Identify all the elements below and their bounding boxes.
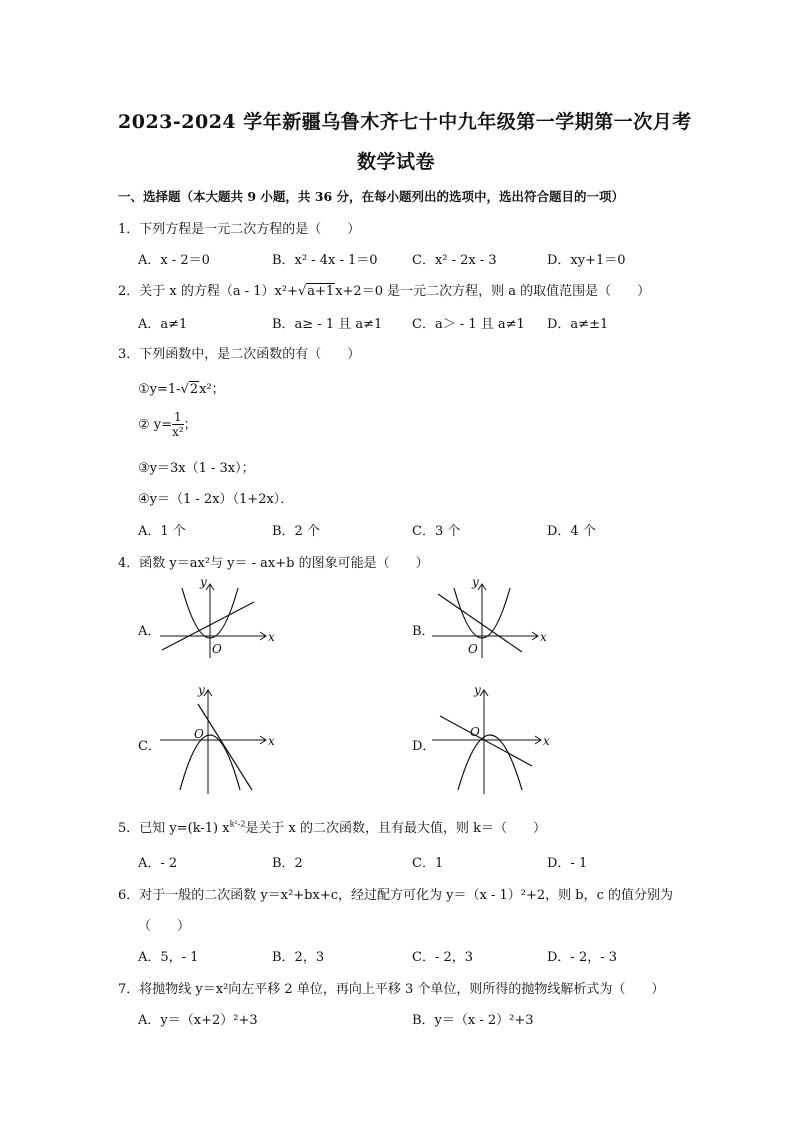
q2-sqrt-sign: √: [297, 284, 307, 299]
q3-item2-num: 1: [174, 410, 182, 424]
q2-sqrt: a+1: [307, 284, 335, 299]
q4-label-d: D．: [412, 739, 436, 754]
q5-text-a: 5．已知 y=(k-1) x: [118, 821, 230, 836]
title-line-1: 2023-2024 学年新疆乌鲁木齐七十中九年级第一学期第一次月考: [118, 111, 692, 133]
origin-label: O: [470, 725, 480, 739]
q7-option-b: B．y＝（x - 2）²+3: [412, 1013, 534, 1028]
title-line-2: 数学试卷: [357, 151, 436, 173]
x-label: x: [543, 734, 550, 748]
x-label: x: [540, 630, 547, 644]
q3-item2-fraction: [172, 411, 184, 439]
q5-option-b: B．2: [272, 856, 303, 871]
q3-item-4: ④y＝（1 - 2x）（1+2x）．: [138, 492, 294, 507]
q3-item1-sqrt: 2: [189, 382, 199, 397]
q3-option-b: B．2 个: [272, 524, 320, 539]
q3-item-2: [138, 411, 197, 439]
q4-graph-a: [160, 575, 275, 658]
q4-graph-c: [160, 683, 275, 796]
q5-exponent: k²-2: [229, 819, 246, 829]
q4-label-c: C．: [138, 739, 161, 754]
line: [440, 716, 532, 766]
question-6-paren: （ ）: [138, 919, 191, 934]
q6-option-a: A．5，- 1: [138, 950, 199, 965]
parabola: [180, 735, 240, 790]
q3-option-d: D．4 个: [547, 524, 596, 539]
q2-text-b: x+2＝0 是一元二次方程，则 a 的取值范围是（ ）: [335, 284, 651, 299]
q6-option-d: D．- 2，- 3: [547, 950, 618, 965]
q5-option-c: C．1: [412, 856, 444, 871]
origin-label: O: [468, 642, 478, 656]
q3-item-1: [138, 378, 225, 397]
y-label: y: [474, 683, 481, 697]
origin-label: O: [212, 642, 222, 656]
question-3: 3．下列函数中，是二次函数的有（ ）: [118, 347, 361, 362]
q2-text-a: 2．关于 x 的方程（a - 1）x²+: [118, 284, 298, 299]
q3-option-a: A．1 个: [138, 524, 186, 539]
q4-graph-b: [432, 575, 547, 658]
q1-option-c: C．x² - 2x - 3: [412, 253, 497, 268]
q2-option-a: A．a≠1: [138, 317, 188, 332]
question-2: [118, 280, 650, 299]
q3-item1-sqrt-sign: √: [180, 382, 189, 397]
question-1: 1．下列方程是一元二次方程的是（ ）: [118, 222, 361, 237]
question-4: 4．函数 y＝ax²与 y＝ - ax+b 的图象可能是（ ）: [118, 556, 429, 571]
line: [162, 602, 254, 650]
question-7: 7．将抛物线 y＝x²向左平移 2 单位，再向上平移 3 个单位，则所得的抛物线解析式为（ ）: [118, 982, 665, 997]
q3-option-c: C．3 个: [412, 524, 461, 539]
q3-item1-b: x²；: [199, 382, 225, 397]
q5-option-a: A．- 2: [138, 856, 178, 871]
q3-item2-a: ② y=: [138, 417, 173, 433]
q5-text-b: 是关于 x 的二次函数，且有最大值，则 k＝（ ）: [245, 821, 547, 836]
q4-graph-d: [432, 683, 550, 796]
q4-label-b: B．: [412, 624, 435, 639]
q4-label-a: A．: [138, 624, 161, 639]
q5-option-d: D．- 1: [547, 856, 588, 871]
line: [198, 704, 252, 790]
q6-option-b: B．2，3: [272, 950, 325, 965]
x-label: x: [268, 630, 275, 644]
q2-option-d: D．a≠±1: [547, 317, 609, 332]
q2-option-b: B．a≥ - 1 且 a≠1: [272, 317, 383, 332]
q3-item1-a: ①y=1-: [138, 382, 181, 397]
q3-item2-den: x²: [172, 425, 184, 439]
q1-option-a: A．x - 2＝0: [138, 253, 210, 268]
q2-option-c: C．a＞ - 1 且 a≠1: [412, 317, 525, 332]
section-header: 一、选择题（本大题共 9 小题，共 36 分，在每小题列出的选项中，选出符合题目的一项）: [118, 189, 625, 204]
question-5: [118, 817, 546, 836]
x-label: x: [268, 734, 275, 748]
y-label: y: [472, 575, 479, 589]
y-label: y: [198, 683, 205, 697]
q7-option-a: A．y＝（x+2）²+3: [138, 1013, 258, 1028]
y-label: y: [200, 575, 207, 589]
q1-option-b: B．x² - 4x - 1＝0: [272, 253, 378, 268]
q3-item2-b: ；: [183, 417, 197, 433]
q6-option-c: C．- 2，3: [412, 950, 474, 965]
q3-item-3: ③y＝3x（1 - 3x）；: [138, 461, 255, 476]
q1-option-d: D．xy+1＝0: [547, 253, 626, 268]
question-6: 6．对于一般的二次函数 y＝x²+bx+c，经过配方可化为 y＝（x - 1）²+2，则 b，c 的值分别为: [118, 888, 673, 903]
origin-label: O: [194, 727, 204, 741]
line: [438, 594, 522, 652]
